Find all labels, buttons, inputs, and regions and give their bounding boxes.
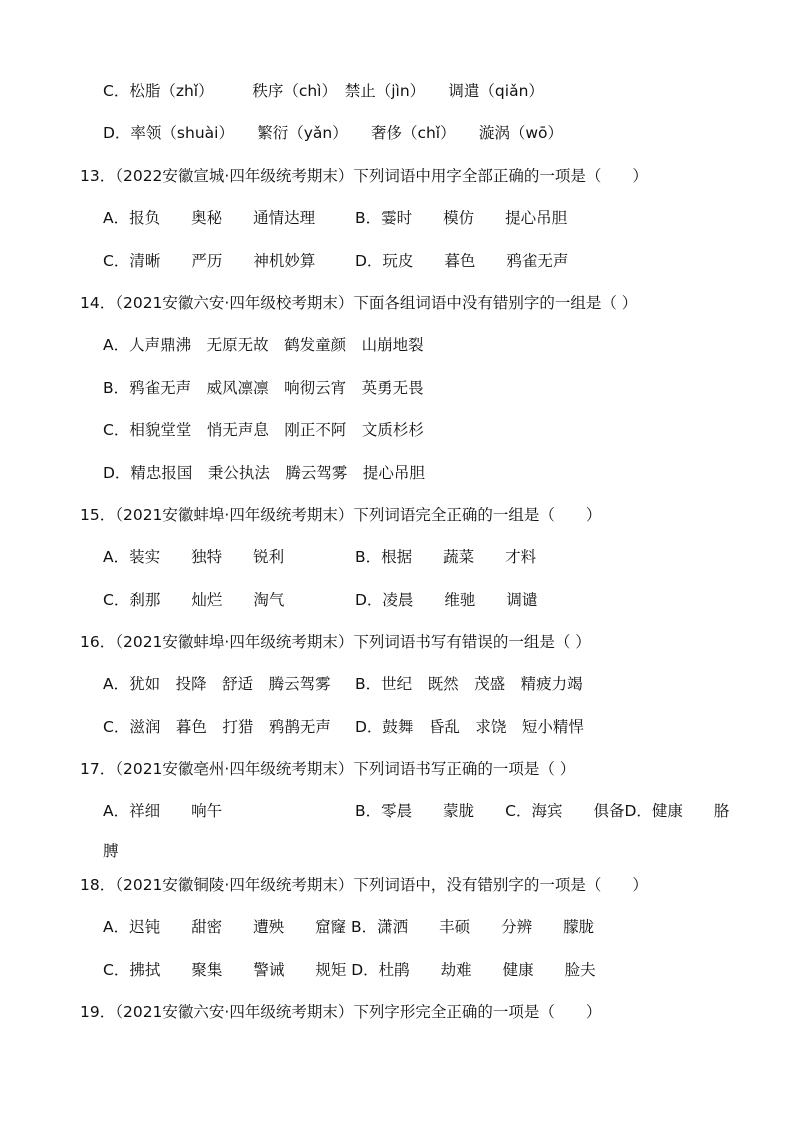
option-line: D．精忠报国 秉公执法 腾云驾雾 提心吊胆 <box>103 464 425 482</box>
question-13: 13．（2022安徽宣城·四年级统考期末）下列词语中用字全部正确的一项是（ ） <box>80 167 648 185</box>
option-line: D．率领（shuài） 繁衍（yǎn） 奢侈（chǐ） 漩涡（wō） <box>103 124 564 142</box>
option-line: A．迟钝 甜密 遭殃 窟窿 B．潇洒 丰硕 分辨 朦胧 <box>103 918 595 936</box>
option-line: B．世纪 既然 茂盛 精疲力竭 <box>355 675 583 693</box>
option-line: B．鸦雀无声 威风凛凛 响彻云宵 英勇无畏 <box>103 379 424 397</box>
option-line: C．拂拭 聚集 警诫 规矩 D．杜鹃 劫难 健康 脸夫 <box>103 961 596 979</box>
question-19: 19．（2021安徽六安·四年级统考期末）下列字形完全正确的一项是（ ） <box>80 1003 602 1021</box>
option-line: A．报负 奥秘 通情达理 <box>103 209 316 227</box>
option-line: A．装实 独特 锐利 <box>103 548 285 566</box>
option-line: B．根据 蔬菜 才料 <box>355 548 537 566</box>
option-line: D．凌晨 维驰 调谴 <box>355 591 538 609</box>
question-16: 16．（2021安徽蚌埠·四年级统考期末）下列词语书写有错误的一组是（ ） <box>80 633 591 651</box>
option-line: C．滋润 暮色 打猎 鸦鹊无声 <box>103 718 331 736</box>
option-line: 膊 <box>103 842 119 860</box>
option-line: C．相貌堂堂 悄无声息 刚正不阿 文质杉杉 <box>103 421 424 439</box>
question-18: 18．（2021安徽铜陵·四年级统考期末）下列词语中，没有错别字的一项是（ ） <box>80 876 648 894</box>
option-line: D．鼓舞 昏乱 求饶 短小精悍 <box>355 718 584 736</box>
option-line: C．松脂（zhǐ） 秩序（chì） 禁止（jìn） 调遣（qiǎn） <box>103 82 544 100</box>
option-line: D．玩皮 暮色 鸦雀无声 <box>355 252 569 270</box>
option-line: A．祥细 响午 <box>103 802 223 820</box>
option-line: B．霎时 模仿 提心吊胆 <box>355 209 568 227</box>
option-line: C．清晰 严历 神机妙算 <box>103 252 316 270</box>
option-line: A．人声鼎沸 无原无故 鹤发童颜 山崩地裂 <box>103 336 424 354</box>
question-17: 17．（2021安徽亳州·四年级统考期末）下列词语书写正确的一项是（ ） <box>80 760 576 778</box>
question-15: 15．（2021安徽蚌埠·四年级统考期末）下列词语完全正确的一组是（ ） <box>80 506 602 524</box>
option-line: C．刹那 灿烂 淘气 <box>103 591 285 609</box>
question-14: 14．（2021安徽六安·四年级校考期末）下面各组词语中没有错别字的一组是（ ） <box>80 294 638 312</box>
option-line: A．犹如 投降 舒适 腾云驾雾 <box>103 675 331 693</box>
option-line: B．零晨 蒙胧 C．海宾 俱备D．健康 胳 <box>355 802 730 820</box>
